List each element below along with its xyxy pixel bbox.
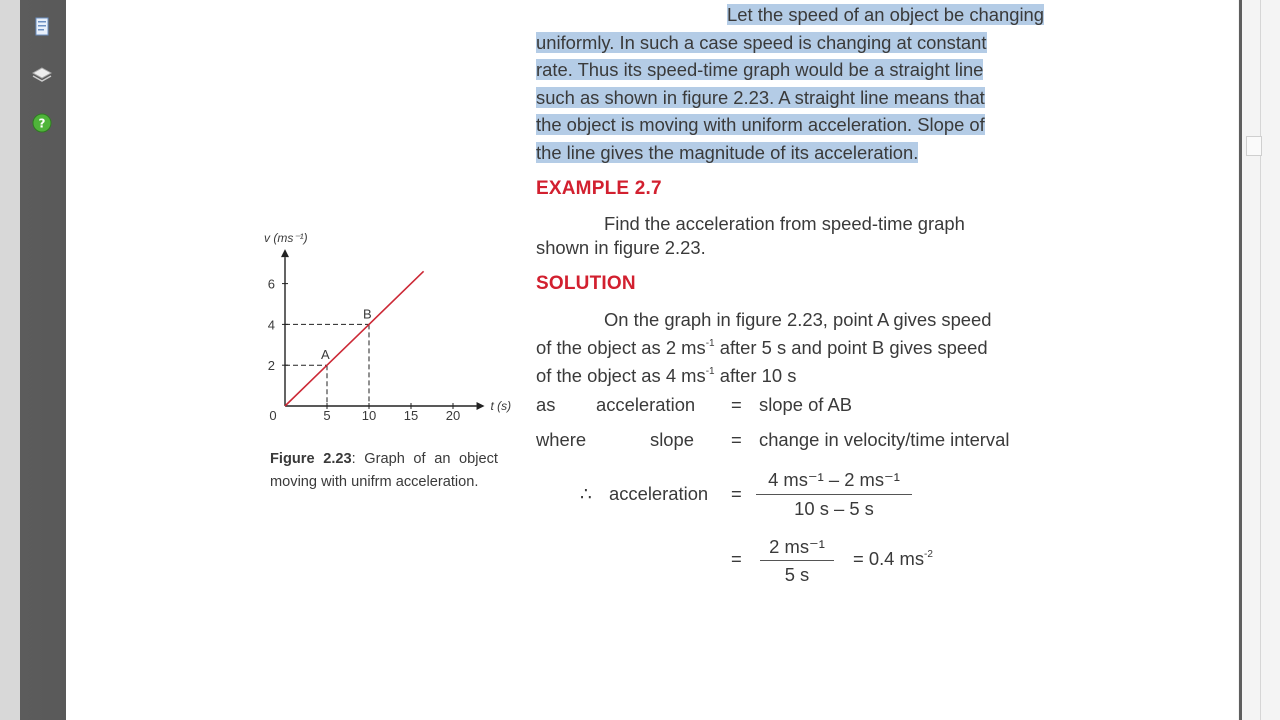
eq3-numerator: 4 ms⁻¹ – 2 ms⁻¹ — [768, 469, 900, 490]
fraction-bar — [756, 494, 912, 495]
caption-text: : Graph of an object moving with unifrm acceleration. — [270, 451, 498, 490]
example-heading: EXAMPLE 2.7 — [536, 178, 662, 199]
eq3-equals: = — [731, 483, 742, 504]
figure-caption — [270, 448, 498, 494]
intro-line: Let the speed of an object be changing — [727, 4, 1044, 25]
viewer-sidebar — [0, 0, 66, 720]
x-tick-label: 10 — [361, 408, 377, 423]
eq4-equals: = — [731, 548, 742, 569]
y-tick-label: 4 — [267, 317, 275, 333]
intro-line: the line gives the magnitude of its acceleration. — [536, 141, 919, 163]
series-line — [285, 271, 424, 406]
example-line: Find the acceleration from speed-time graph — [604, 213, 965, 234]
origin-label: 0 — [269, 408, 277, 423]
unit-superscript: -2 — [924, 549, 933, 560]
eq4-denominator: 5 s — [784, 564, 810, 585]
sidebar-edge — [0, 0, 20, 720]
intro-line: such as shown in figure 2.23. A straight line means that — [536, 86, 985, 108]
eq1-left: as — [536, 394, 556, 415]
eq2-equals: = — [731, 429, 742, 450]
scrollbar-grip[interactable] — [1246, 136, 1262, 156]
eq2-left: where — [536, 429, 587, 450]
example-line: shown in figure 2.23. — [536, 237, 706, 258]
eq1-equals: = — [731, 394, 742, 415]
x-axis-label: t (s) — [490, 399, 512, 413]
scrollbar-track[interactable] — [1260, 0, 1261, 720]
point-label-b: B — [363, 306, 372, 322]
solution-line: after 10 s — [714, 365, 797, 386]
solution-text — [536, 308, 1046, 388]
x-tick-label: 15 — [403, 408, 419, 423]
eq4-numerator: 2 ms⁻¹ — [769, 536, 825, 557]
x-axis-arrow — [477, 402, 485, 410]
pages-icon[interactable] — [31, 16, 53, 38]
solution-line: after 5 s and point B gives speed — [714, 337, 988, 358]
eq1-right: slope of AB — [759, 394, 853, 415]
eq1-mid: acceleration — [596, 394, 696, 415]
solution-heading: SOLUTION — [536, 273, 636, 294]
fraction-bar — [760, 560, 834, 561]
solution-line: of the object as 2 ms — [536, 337, 706, 358]
intro-paragraph — [536, 1, 1044, 167]
x-tick-label: 20 — [445, 408, 461, 423]
svg-text:?: ? — [38, 116, 46, 131]
intro-line: rate. Thus its speed-time graph would be a straight line — [536, 59, 984, 81]
speed-time-graph — [258, 226, 518, 426]
eq2-mid: slope — [650, 429, 694, 450]
layers-icon[interactable] — [31, 64, 53, 86]
caption-label: Figure 2.23 — [270, 451, 352, 467]
solution-line: On the graph in figure 2.23, point A gives speed — [604, 309, 992, 330]
y-axis-arrow — [281, 249, 289, 257]
eq4-result — [853, 548, 933, 570]
y-axis-label: v (ms⁻¹) — [264, 231, 308, 245]
y-tick-label: 6 — [267, 276, 275, 292]
unit-superscript: -1 — [705, 366, 715, 377]
solution-line: of the object as 4 ms — [536, 365, 706, 386]
eq4-result-value: = 0.4 ms — [853, 548, 925, 569]
intro-line: the object is moving with uniform acceleration. Slope of — [536, 114, 985, 136]
eq3-denominator: 10 s – 5 s — [794, 498, 874, 519]
help-icon[interactable] — [31, 112, 53, 134]
eq2-right: change in velocity/time interval — [759, 429, 1010, 450]
viewer-right-edge — [1238, 0, 1280, 720]
intro-line: uniformly. In such a case speed is changing at constant — [536, 31, 987, 53]
y-tick-label: 2 — [267, 358, 275, 374]
page-border — [1239, 0, 1242, 720]
point-label-a: A — [321, 347, 330, 363]
therefore-symbol: ∴ — [580, 483, 592, 504]
example-text — [536, 212, 1046, 260]
eq3-label: acceleration — [609, 483, 709, 504]
unit-superscript: -1 — [705, 338, 715, 349]
x-tick-label: 5 — [323, 408, 331, 423]
